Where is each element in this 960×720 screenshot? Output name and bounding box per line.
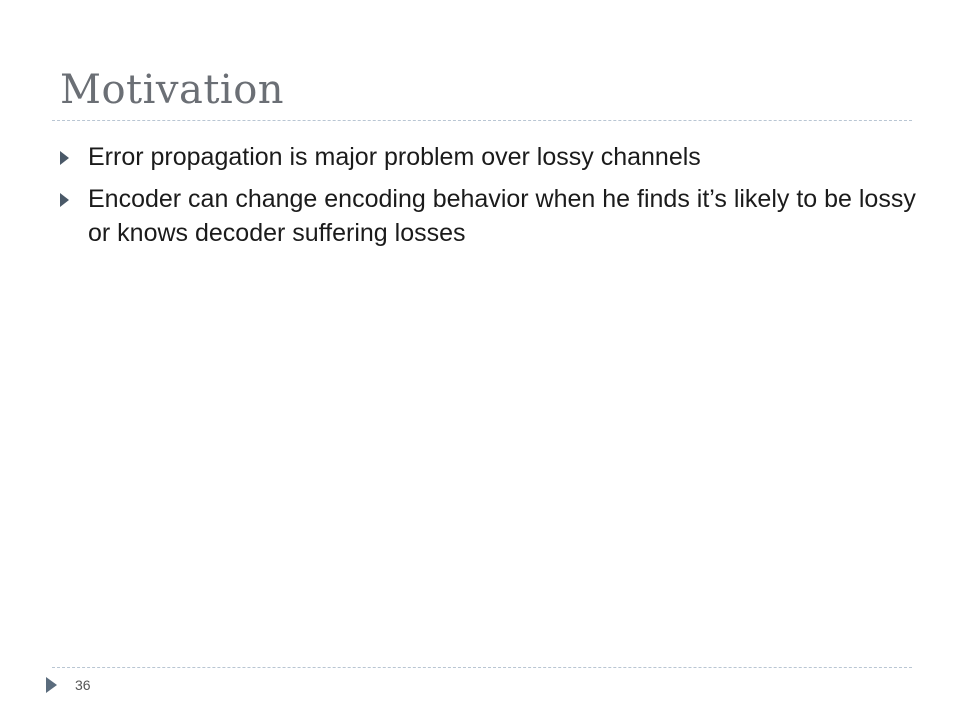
bullet-list [60, 140, 920, 258]
bullet-text: Error propagation is major problem over lossy channels [88, 143, 701, 171]
page-number: 36 [75, 677, 91, 693]
bullet-item [60, 182, 920, 250]
title-divider [52, 120, 912, 121]
footer-triangle-icon [46, 677, 57, 693]
footer-divider [52, 667, 912, 668]
triangle-bullet-icon [60, 193, 69, 207]
slide-title: Motivation [60, 67, 285, 113]
bullet-text: Encoder can change encoding behavior when he finds it’s likely to be lossy or knows decoder suffering losses [88, 185, 916, 247]
triangle-bullet-icon [60, 151, 69, 165]
bullet-item [60, 140, 920, 174]
